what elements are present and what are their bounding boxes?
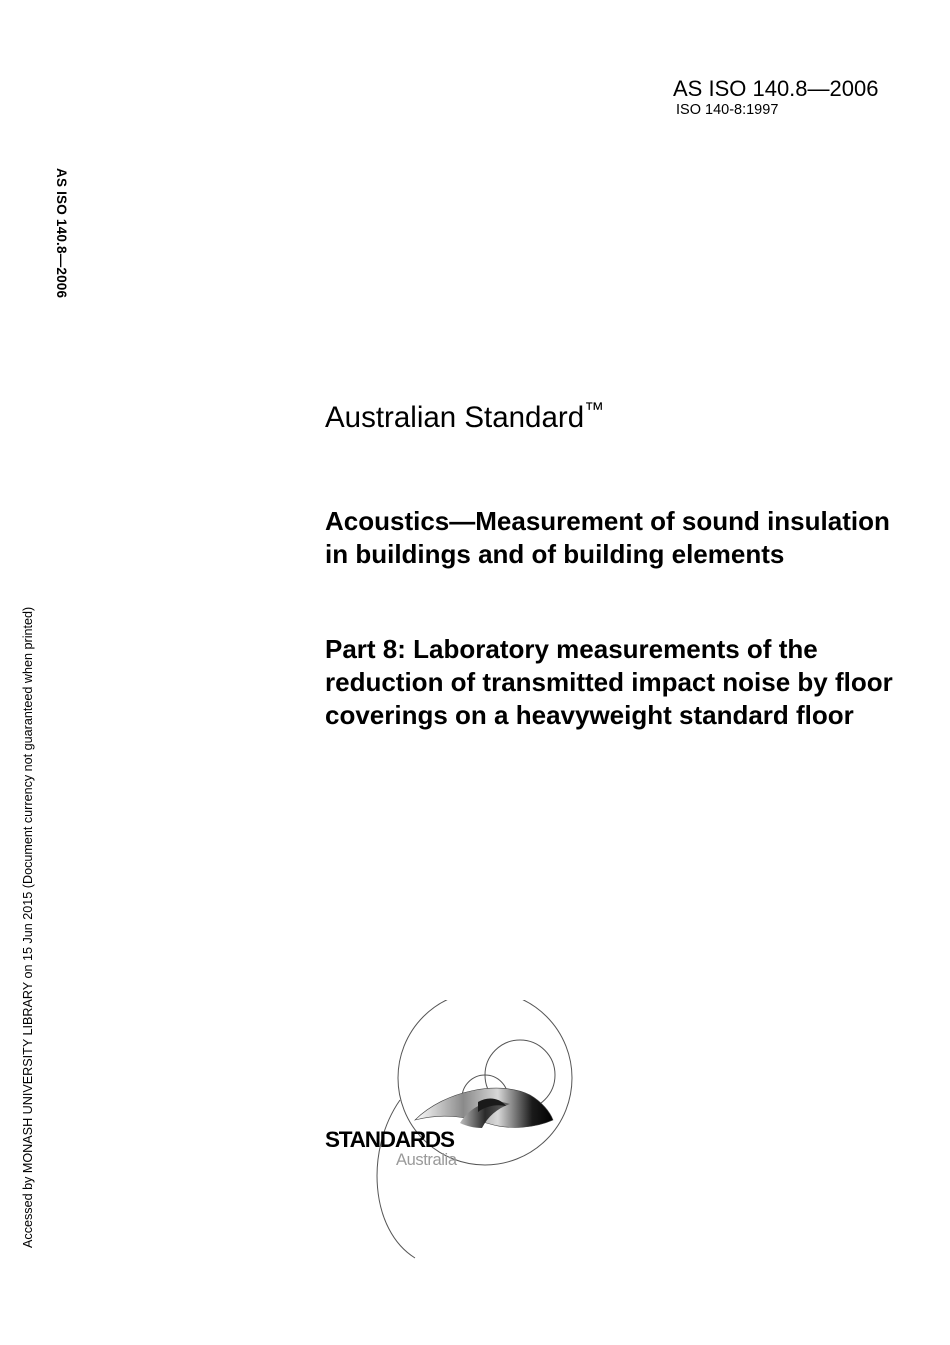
trademark-symbol: ™ bbox=[584, 399, 605, 421]
series-heading bbox=[325, 400, 604, 436]
standard-number: AS ISO 140.8—2006 bbox=[673, 76, 879, 101]
iso-number: ISO 140-8:1997 bbox=[676, 102, 779, 118]
document-part-title: Part 8: Laboratory measurements of the reduction of transmitted impact noise by floor coverings on a heavyweight standard floor bbox=[325, 634, 893, 730]
logo-subtitle: Australia bbox=[396, 1151, 457, 1169]
document-title: Acoustics—Measurement of sound insulation in buildings and of building elements bbox=[325, 506, 890, 569]
spine-label: AS ISO 140.8—2006 bbox=[54, 168, 69, 299]
access-note: Accessed by MONASH UNIVERSITY LIBRARY on 15 Jun 2015 (Document currency not guaranteed when printed) bbox=[21, 606, 35, 1248]
series-label: Australian Standard bbox=[325, 401, 585, 434]
logo-wordmark: STANDARDS bbox=[325, 1127, 454, 1152]
